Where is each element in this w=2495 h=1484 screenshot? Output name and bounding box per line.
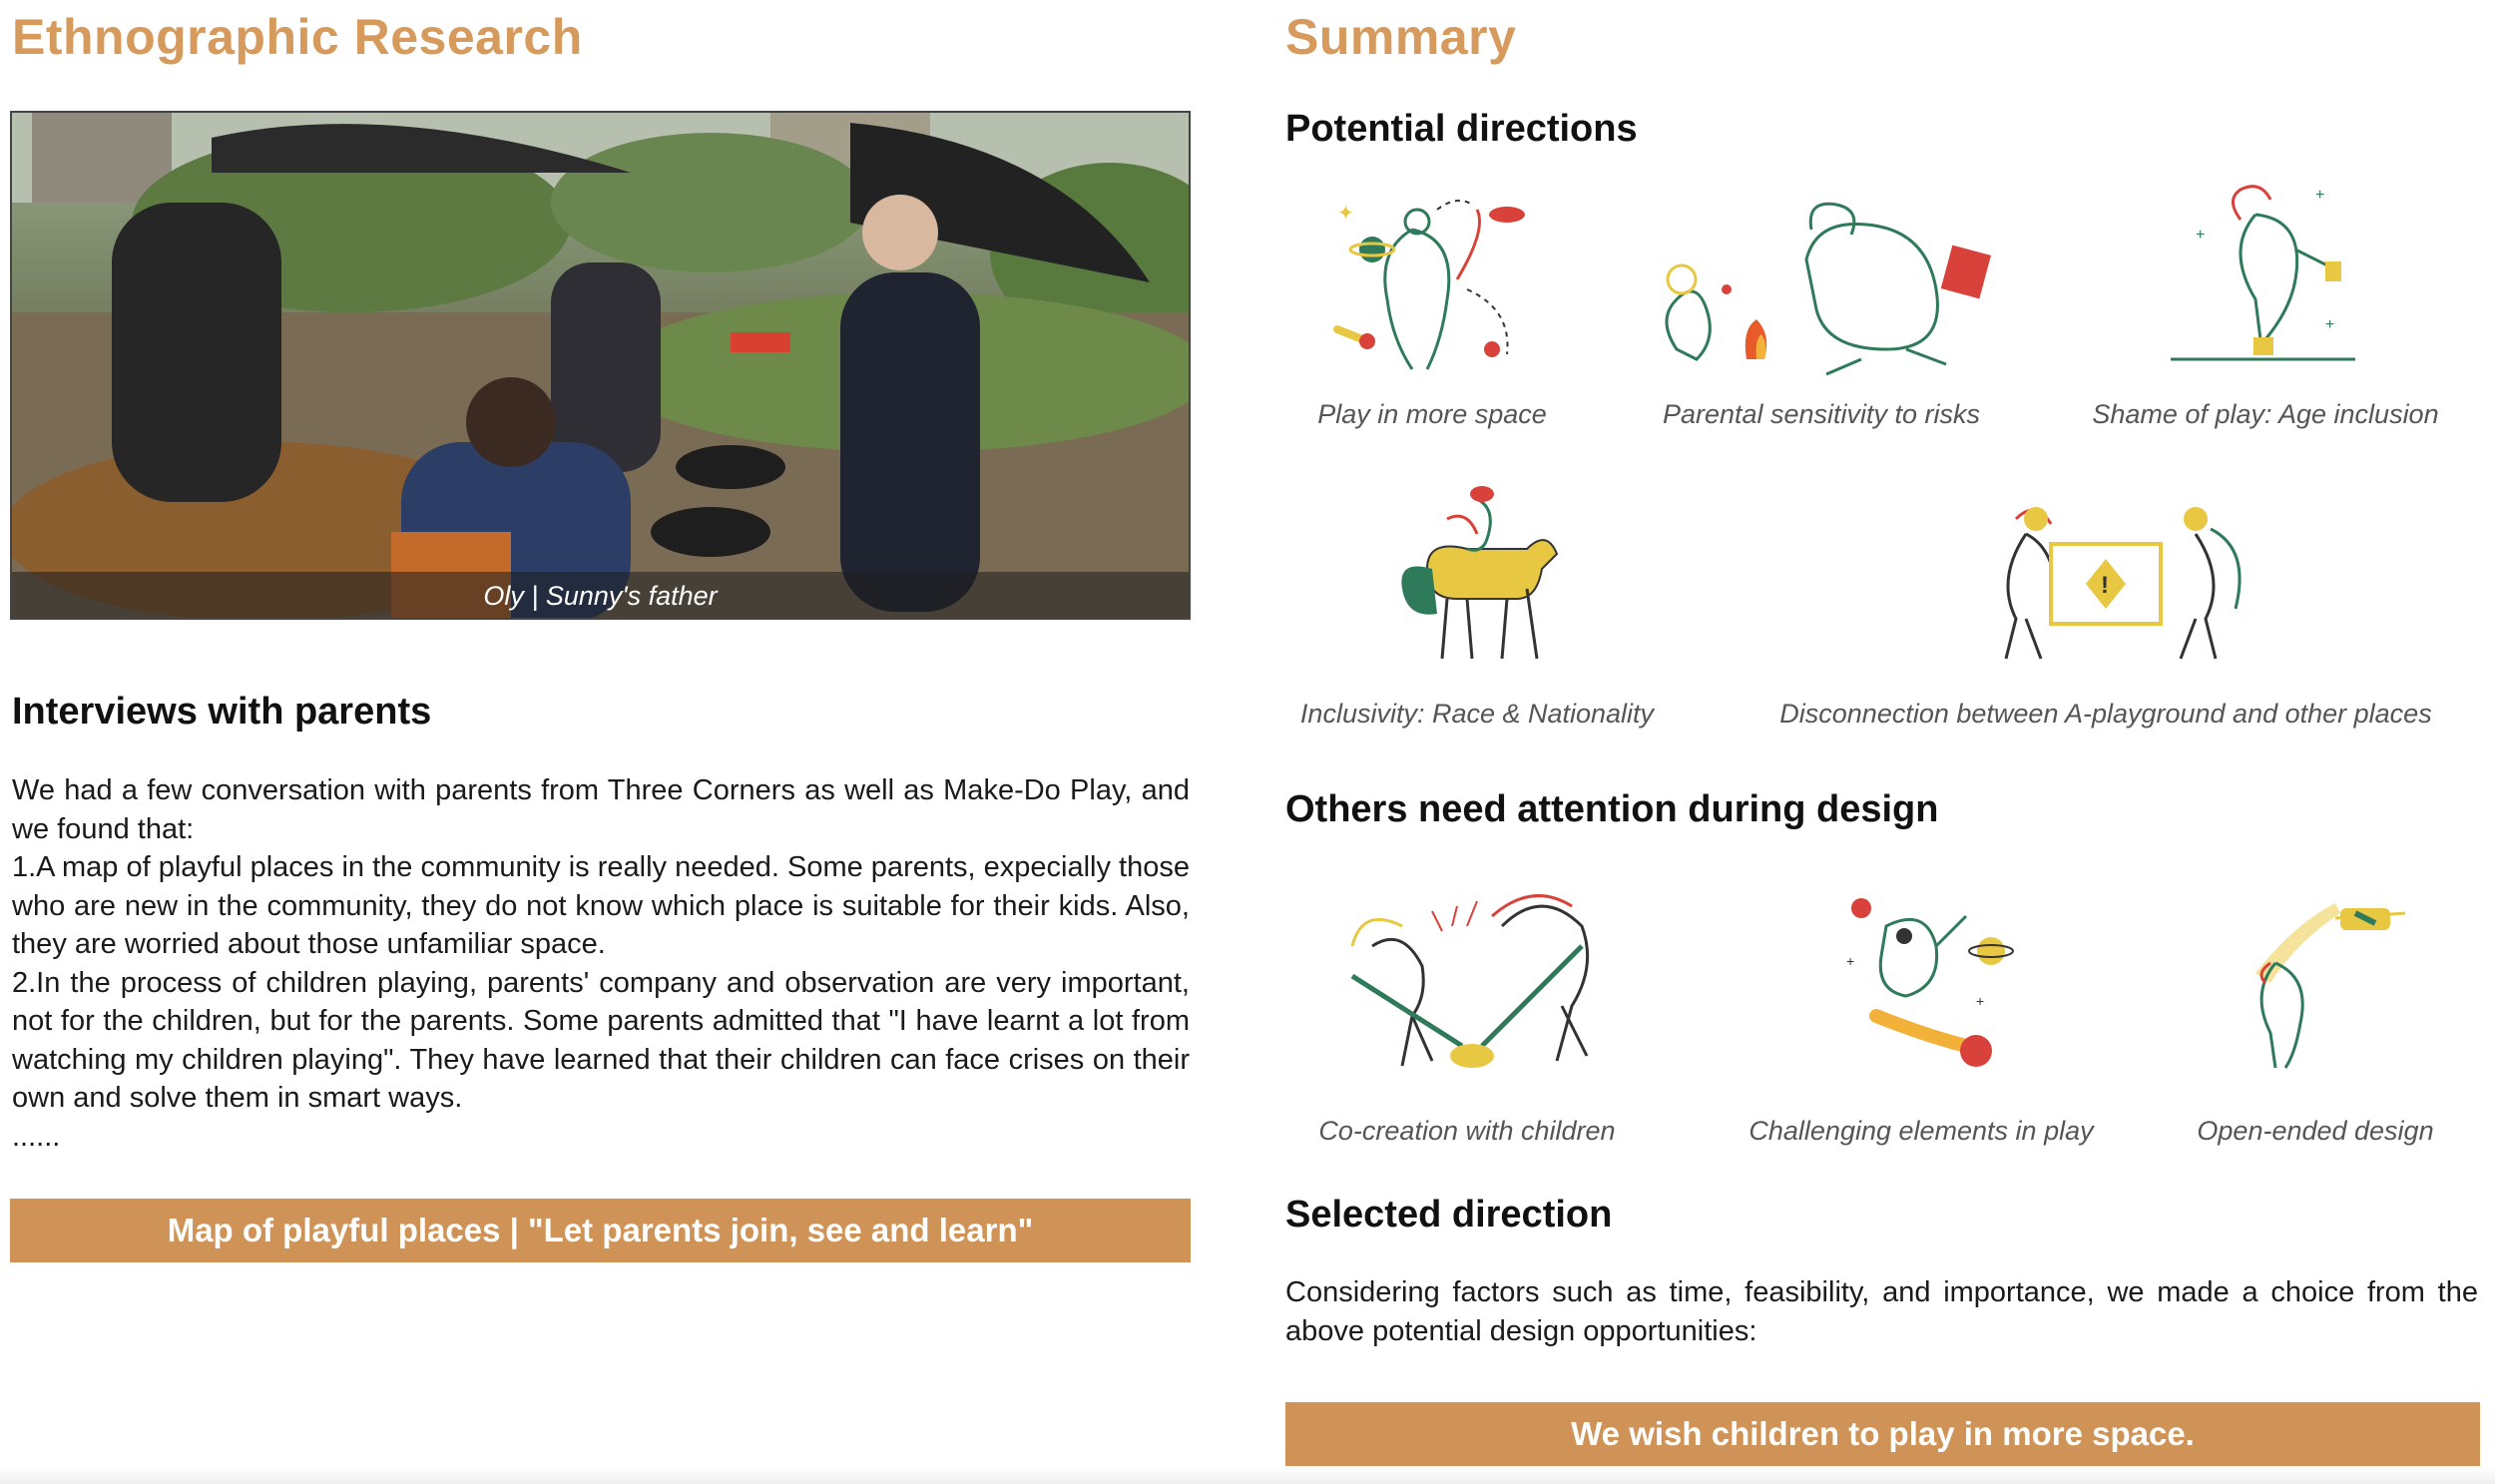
left-conclusion-banner: Map of playful places | "Let parents join, see and learn": [10, 1199, 1191, 1262]
skating-figure-icon: [2166, 180, 2365, 369]
interviews-paragraph: ......: [12, 1120, 61, 1153]
photo-scene: [12, 113, 1191, 620]
interviews-paragraph: We had a few conversation with parents from Three Corners as well as Make-Do Play, and we found that:: [12, 774, 1190, 845]
svg-text:+: +: [2196, 227, 2206, 244]
bottom-fade: [0, 1468, 2495, 1484]
photo-caption: Oly | Sunny's father: [483, 581, 718, 611]
page-title-ethnographic: Ethnographic Research: [12, 9, 583, 65]
others-caption-1: Co-creation with children: [1318, 1116, 1616, 1146]
potential-caption-2: Parental sensitivity to risks: [1662, 399, 1981, 429]
interviews-paragraph: 2.In the process of children playing, parents' company and observation are very important, not for the children, but for the parents. Some parents admitted that "I have learnt a lot from watching my children playing". They have learned that their children can face crises on their own and solve them in smart ways.: [12, 966, 1190, 1114]
potential-caption-5: Disconnection between A-playground and other places: [1779, 699, 2432, 729]
potential-caption-3: Shame of play: Age inclusion: [2092, 399, 2439, 429]
others-caption-2: Challenging elements in play: [1748, 1116, 2094, 1146]
svg-text:✦: ✦: [1337, 203, 1354, 225]
space-figure-icon: [1317, 190, 1547, 379]
interview-photo: [10, 111, 1191, 620]
flying-shoe-icon: [2236, 883, 2415, 1073]
carry-box-icon: [1966, 489, 2265, 669]
others-attention-heading: Others need attention during design: [1285, 788, 1939, 830]
fire-risk-icon: [1647, 200, 2006, 379]
svg-text:+: +: [2315, 187, 2325, 204]
selected-direction-text: Considering factors such as time, feasibility, and importance, we made a choice from the above potential design opportunities:: [1285, 1276, 2478, 1347]
interviews-body: [12, 771, 1190, 1156]
svg-text:+: +: [1846, 953, 1855, 969]
others-caption-3: Open-ended design: [2197, 1116, 2434, 1146]
page-title-summary: Summary: [1285, 9, 1517, 65]
potential-directions-heading: Potential directions: [1285, 108, 1638, 150]
co-creation-icon: [1342, 886, 1602, 1076]
svg-text:+: +: [2325, 316, 2335, 333]
interviews-paragraph: 1.A map of playful places in the community is really needed. Some parents, expecially those who are new in the community, they do not know which place is suitable for their kids. Also, they are worried about those unfamiliar space.: [12, 851, 1190, 960]
planet-challenge-icon: [1826, 886, 2016, 1076]
horse-rider-icon: [1387, 479, 1567, 669]
svg-text:+: +: [1976, 993, 1985, 1009]
selected-direction-banner: We wish children to play in more space.: [1285, 1402, 2480, 1466]
interviews-heading: Interviews with parents: [12, 691, 432, 733]
svg-text:!: !: [2101, 572, 2109, 599]
selected-direction-heading: Selected direction: [1285, 1194, 1613, 1236]
potential-caption-1: Play in more space: [1317, 399, 1547, 429]
potential-caption-4: Inclusivity: Race & Nationality: [1299, 699, 1655, 729]
